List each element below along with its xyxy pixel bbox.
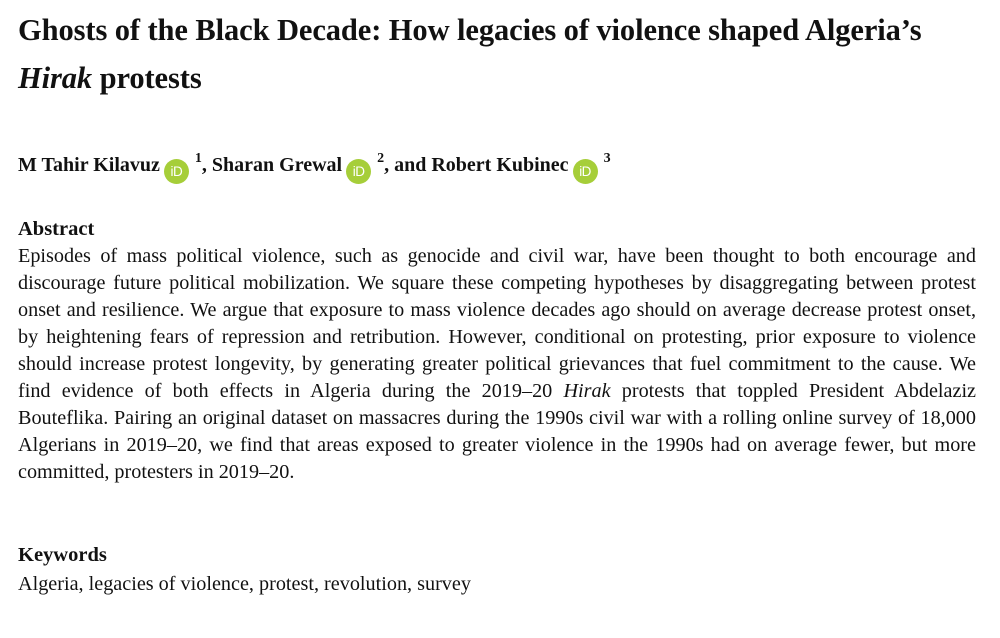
affiliation-marker: 2: [377, 151, 385, 166]
abstract-text-after: protests that toppled President Abdelaziz Bouteflika. Pairing an original dataset on massacres during the 1990s civil war with a rolling online survey of 18,000 Algerians in 2019–20, we find that areas exposed to greater violence in the 1990s had on average fewer, but more committed, protesters in 2019–20.: [18, 380, 977, 483]
author-kilavuz: [18, 151, 202, 179]
abstract-section: [18, 216, 976, 486]
paper-title: [18, 0, 976, 102]
paper-page: [18, 0, 976, 600]
orcid-icon[interactable]: iD: [346, 159, 371, 184]
title-text-part2: protests: [92, 61, 202, 95]
author-name: Sharan Grewal: [211, 154, 343, 176]
keywords-text: Algeria, legacies of violence, protest, revolution, survey: [18, 573, 471, 595]
title-italic-hirak: Hirak: [18, 61, 93, 95]
orcid-icon[interactable]: iD: [164, 159, 189, 184]
abstract-text: [18, 243, 976, 486]
author-kubinec: [431, 151, 611, 179]
affiliation-marker: 3: [603, 151, 611, 166]
abstract-text-before: Episodes of mass political violence, such as genocide and civil war, have been thought to both encourage and discourage future political mobilization. We square these competing hypotheses by disaggregating between protest onset and resilience. We argue that exposure to mass violence decades ago should on average decrease protest onset, by heightening fears of repression and retribution. However, conditional on protesting, prior exposure to violence should increase protest longevity, by generating greater political grievances that fuel commitment to the cause. We find evidence of both effects in Algeria during the 2019–20: [18, 245, 976, 402]
keywords-section: [18, 542, 976, 600]
abstract-italic-hirak: Hirak: [563, 380, 611, 402]
author-list: [18, 144, 976, 184]
author-name: Robert Kubinec: [431, 154, 569, 176]
author-separator: ,: [201, 154, 212, 176]
title-text-part1: Ghosts of the Black Decade: How legacies of violence shaped Algeria’s: [18, 13, 922, 47]
author-separator: , and: [384, 154, 432, 176]
affiliation-marker: 1: [194, 151, 202, 166]
keywords-heading: Keywords: [18, 544, 107, 566]
author-name: M Tahir Kilavuz: [18, 154, 160, 176]
orcid-icon[interactable]: iD: [573, 159, 598, 184]
abstract-heading: Abstract: [18, 218, 95, 240]
author-grewal: [211, 151, 385, 179]
